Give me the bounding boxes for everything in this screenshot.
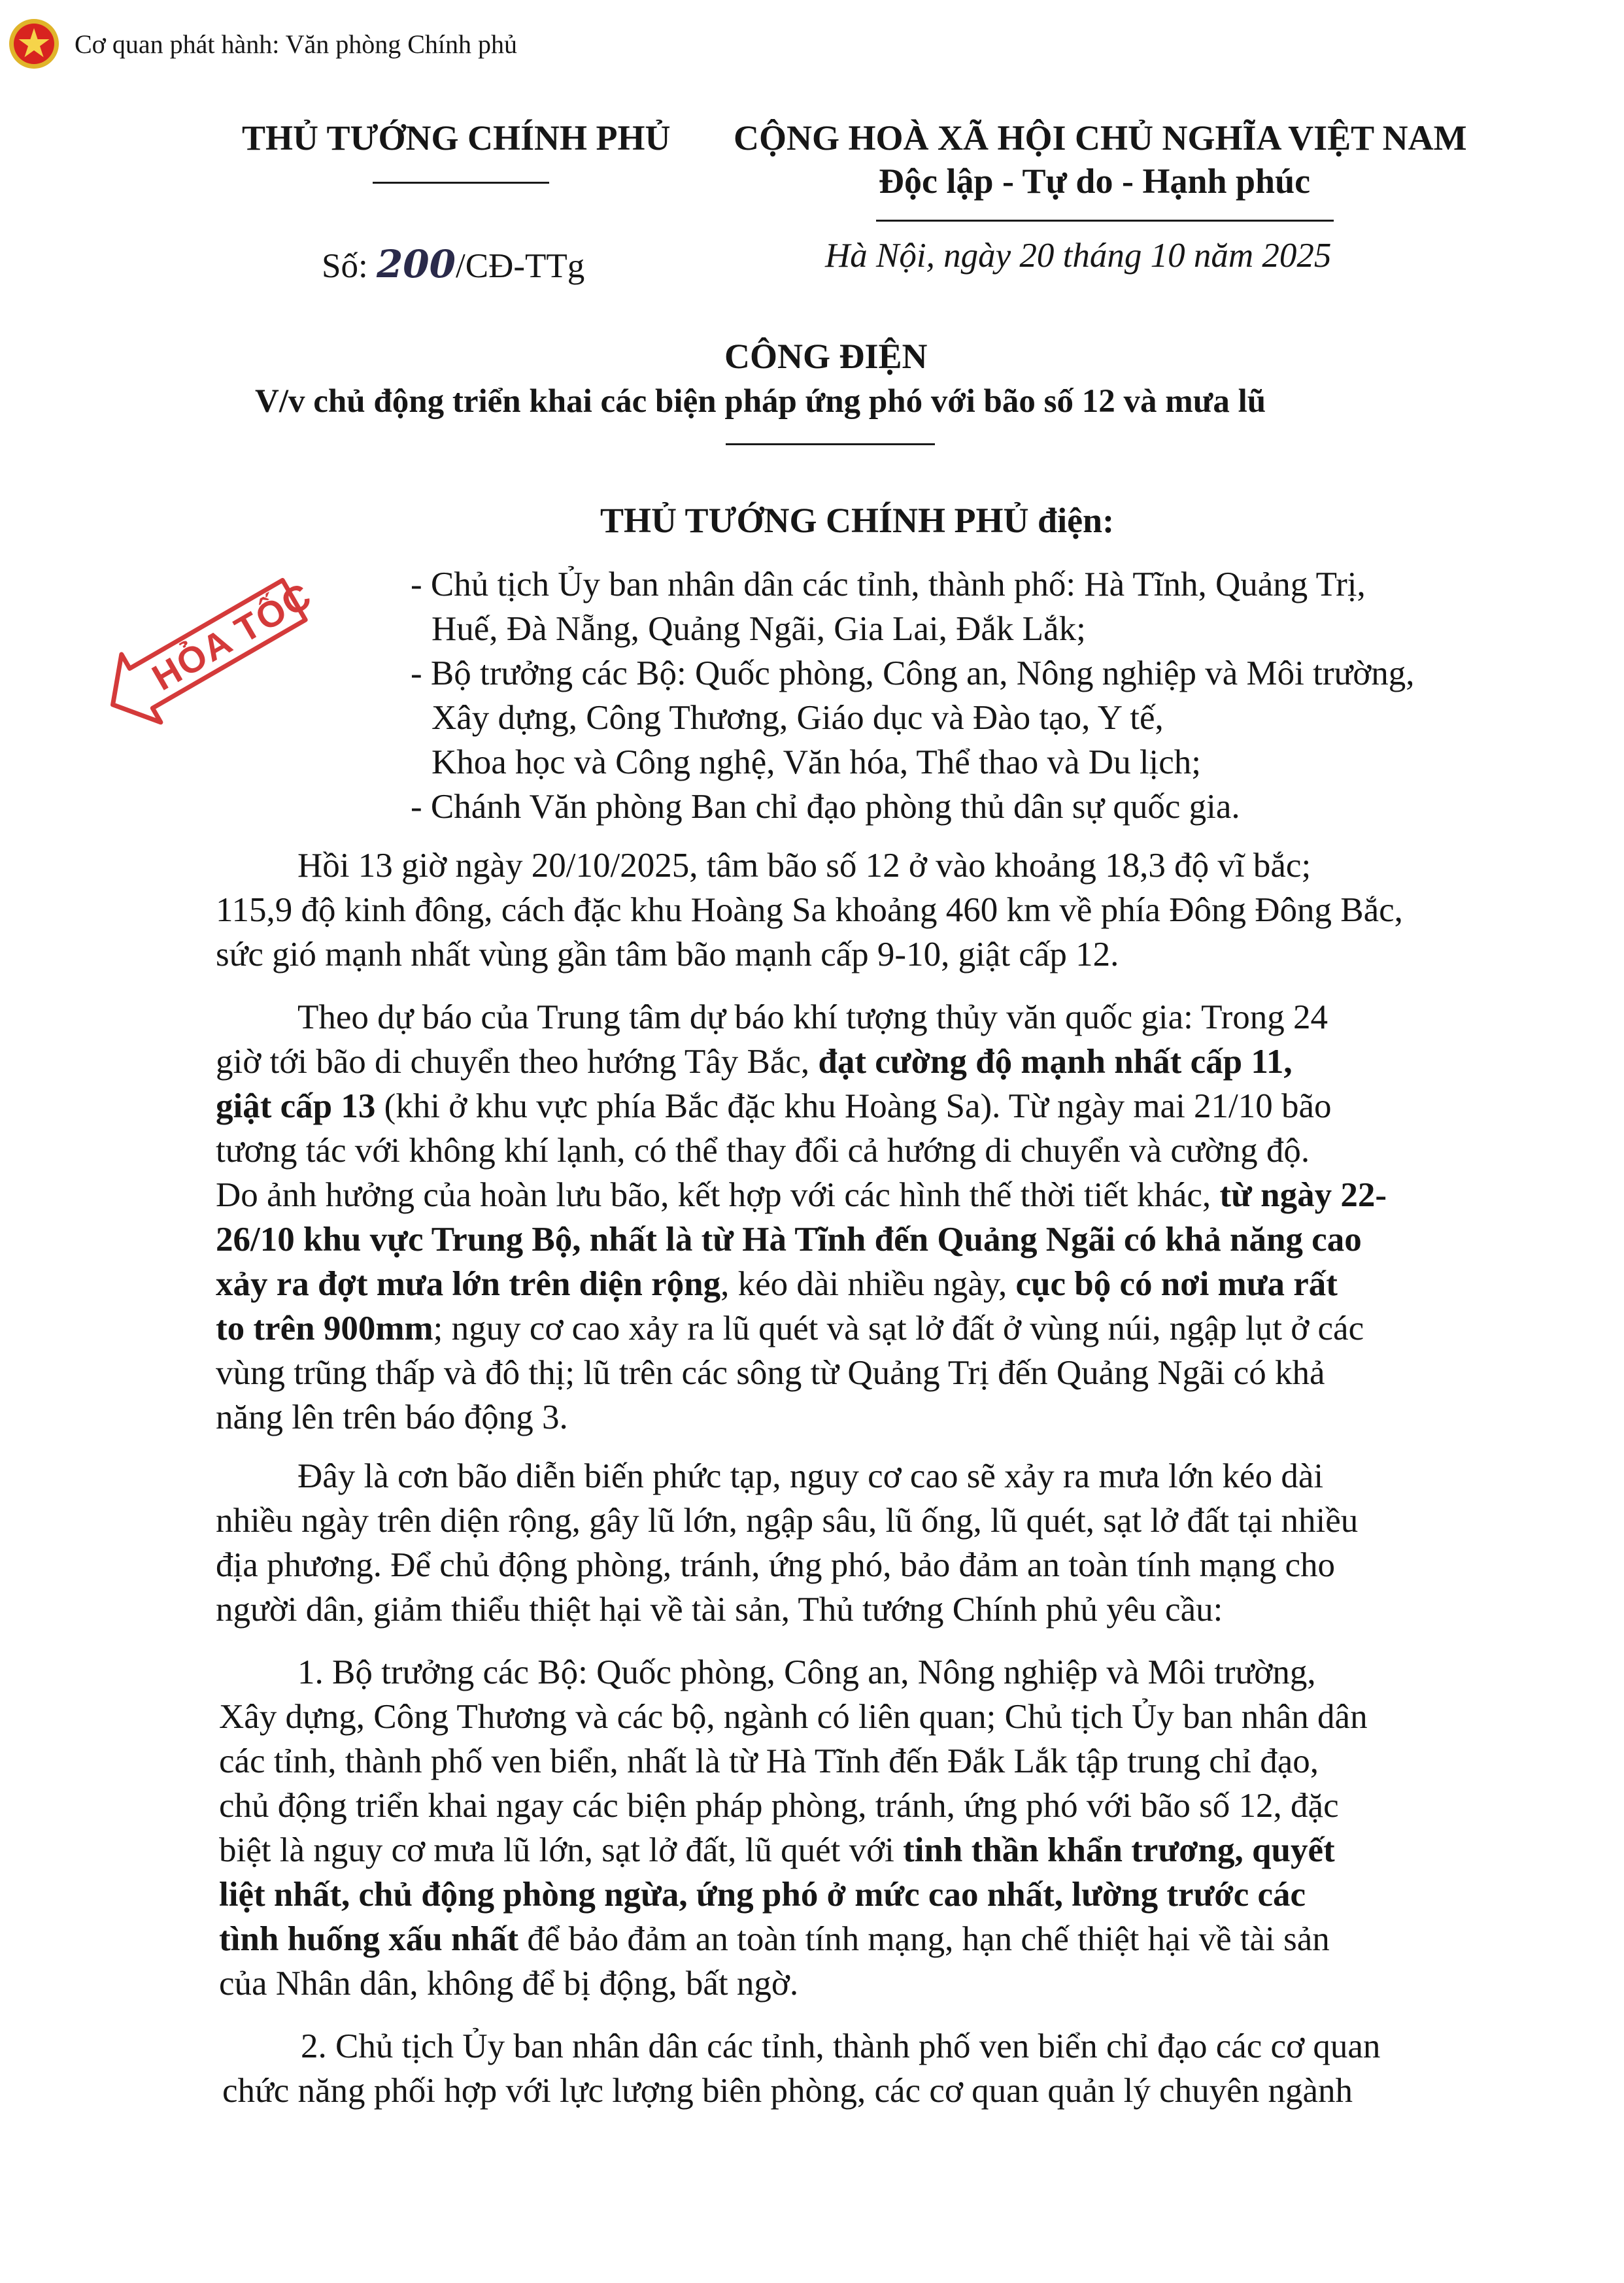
body-line: Do ảnh hưởng của hoàn lưu bão, kết hợp với các hình thế thời tiết khác, từ ngày 22- <box>216 1176 1387 1214</box>
body-line: Xây dựng, Công Thương và các bộ, ngành có liên quan; Chủ tịch Ủy ban nhân dân <box>219 1698 1368 1736</box>
urgent-stamp <box>82 533 353 749</box>
body-line: sức gió mạnh nhất vùng gần tâm bão mạnh cấp 9-10, giật cấp 12. <box>216 936 1119 973</box>
issuer-title: THỦ TƯỚNG CHÍNH PHỦ <box>242 118 671 158</box>
number-suffix: /CĐ-TTg <box>456 247 585 285</box>
issuer-text: Cơ quan phát hành: Văn phòng Chính phủ <box>75 29 518 59</box>
recipient-line: Huế, Đà Nẵng, Quảng Ngãi, Gia Lai, Đắk Lắk; <box>431 610 1086 648</box>
body-line: to trên 900mm; nguy cơ cao xảy ra lũ quét và sạt lở đất ở vùng núi, ngập lụt ở các <box>216 1310 1364 1347</box>
body-line: 26/10 khu vực Trung Bộ, nhất là từ Hà Tĩnh đến Quảng Ngãi có khả năng cao <box>216 1221 1362 1259</box>
body-line: 115,9 độ kinh đông, cách đặc khu Hoàng Sa khoảng 460 km về phía Đông Đông Bắc, <box>216 891 1403 929</box>
body-line: chức năng phối hợp với lực lượng biên phòng, các cơ quan quản lý chuyên ngành <box>222 2072 1353 2110</box>
document-title: CÔNG ĐIỆN <box>724 337 928 376</box>
body-line: Theo dự báo của Trung tâm dự báo khí tượng thủy văn quốc gia: Trong 24 <box>297 998 1328 1036</box>
body-line: của Nhân dân, không để bị động, bất ngờ. <box>219 1965 799 2003</box>
body-line: địa phương. Để chủ động phòng, tránh, ứng phó, bảo đảm an toàn tính mạng cho <box>216 1546 1335 1584</box>
document-subject: V/v chủ động triển khai các biện pháp ứng phó với bão số 12 và mưa lũ <box>255 383 1266 420</box>
body-line: biệt là nguy cơ mưa lũ lớn, sạt lở đất, lũ quét với tinh thần khẩn trương, quyết <box>219 1831 1335 1869</box>
body-line: vùng trũng thấp và đô thị; lũ trên các sông từ Quảng Trị đến Quảng Ngãi có khả <box>216 1354 1325 1392</box>
handwritten-number: 200 <box>376 242 456 286</box>
left-title-rule <box>373 182 549 184</box>
body-line: chủ động triển khai ngay các biện pháp phòng, tránh, ứng phó với bão số 12, đặc <box>219 1787 1339 1825</box>
body-line: nhiều ngày trên diện rộng, gây lũ lớn, ngập sâu, lũ ống, lũ quét, sạt lở đất tại nhiều <box>216 1502 1359 1540</box>
title-rule <box>726 443 935 445</box>
body-line: giờ tới bão di chuyển theo hướng Tây Bắc, đạt cường độ mạnh nhất cấp 11, <box>216 1043 1293 1081</box>
issuer-bar <box>8 14 517 73</box>
national-motto: Độc lập - Tự do - Hạnh phúc <box>879 161 1311 201</box>
body-line: năng lên trên báo động 3. <box>216 1398 568 1436</box>
recipient-line: Khoa học và Công nghệ, Văn hóa, Thể thao và Du lịch; <box>431 743 1202 781</box>
body-line: liệt nhất, chủ động phòng ngừa, ứng phó ở mức cao nhất, lường trước các <box>219 1876 1306 1914</box>
motto-rule <box>876 220 1334 222</box>
national-emblem-icon <box>8 18 60 70</box>
body-line: các tỉnh, thành phố ven biển, nhất là từ Hà Tĩnh đến Đắk Lắk tập trung chỉ đạo, <box>219 1742 1319 1780</box>
body-line: người dân, giảm thiểu thiệt hại về tài sản, Thủ tướng Chính phủ yêu cầu: <box>216 1591 1223 1629</box>
body-line: 1. Bộ trưởng các Bộ: Quốc phòng, Công an, Nông nghiệp và Môi trường, <box>297 1653 1316 1691</box>
body-line: xảy ra đợt mưa lớn trên diện rộng, kéo dài nhiều ngày, cục bộ có nơi mưa rất <box>216 1265 1338 1303</box>
body-line: 2. Chủ tịch Ủy ban nhân dân các tỉnh, thành phố ven biển chỉ đạo các cơ quan <box>301 2027 1381 2065</box>
recipient-line: - Chánh Văn phòng Ban chỉ đạo phòng thủ dân sự quốc gia. <box>411 788 1240 826</box>
recipient-line: - Chủ tịch Ủy ban nhân dân các tỉnh, thành phố: Hà Tĩnh, Quảng Trị, <box>411 566 1366 603</box>
recipient-line: - Bộ trưởng các Bộ: Quốc phòng, Công an, Nông nghiệp và Môi trường, <box>411 654 1415 692</box>
stamp-text: HỎA TỐC <box>145 574 319 699</box>
recipient-line: Xây dựng, Công Thương, Giáo dục và Đào tạo, Y tế, <box>431 699 1164 737</box>
body-line: tình huống xấu nhất để bảo đảm an toàn tính mạng, hạn chế thiệt hại về tài sản <box>219 1920 1330 1958</box>
body-line: tương tác với không khí lạnh, có thể thay đổi cả hướng di chuyển và cường độ. <box>216 1132 1310 1170</box>
document-number <box>322 242 585 286</box>
country-title: CỘNG HOÀ XÃ HỘI CHỦ NGHĨA VIỆT NAM <box>734 118 1467 158</box>
place-date: Hà Nội, ngày 20 tháng 10 năm 2025 <box>825 237 1332 275</box>
body-line: giật cấp 13 (khi ở khu vực phía Bắc đặc khu Hoàng Sa). Từ ngày mai 21/10 bão <box>216 1087 1332 1125</box>
number-prefix: Số: <box>322 247 368 285</box>
body-line: Hồi 13 giờ ngày 20/10/2025, tâm bão số 12 ở vào khoảng 18,3 độ vĩ bắc; <box>297 847 1311 885</box>
recipients-heading: THỦ TƯỚNG CHÍNH PHỦ điện: <box>600 501 1115 540</box>
body-line: Đây là cơn bão diễn biến phức tạp, nguy cơ cao sẽ xảy ra mưa lớn kéo dài <box>297 1457 1324 1495</box>
